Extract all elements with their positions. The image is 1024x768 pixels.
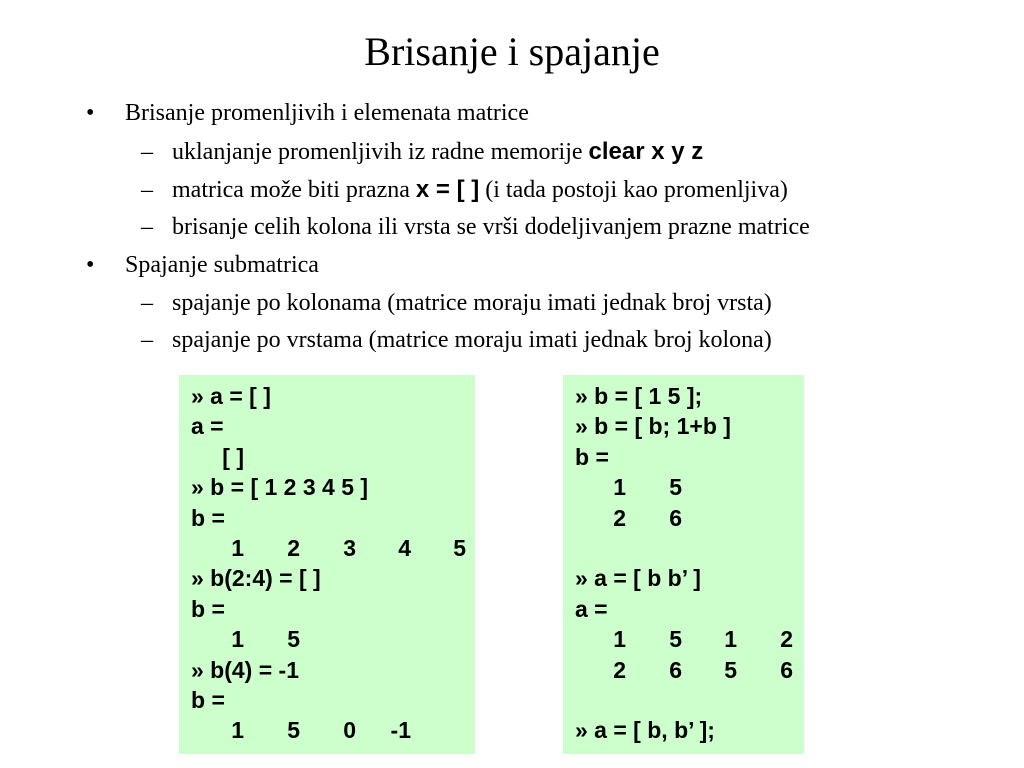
subbullet-text <box>172 136 703 168</box>
code-example-left <box>179 375 475 754</box>
subbullet-text: spajanje po kolonama (matrice moraju imati jednak broj vrsta) <box>172 290 772 316</box>
code-blank-line <box>563 533 804 563</box>
code-output-row <box>563 472 804 502</box>
code-output-cell: 6 <box>669 504 682 531</box>
subbullet-text: spajanje po vrstama (matrice moraju imati jednak broj kolona) <box>172 327 772 353</box>
code-output-cell: 4 <box>398 534 411 561</box>
subbullet-suffix-text: (i tada postoji kao promenljiva) <box>479 177 788 203</box>
code-example-right <box>563 375 804 754</box>
code-output-cell: 5 <box>669 474 682 501</box>
code-output-cell: 0 <box>343 717 356 744</box>
code-output-cell: 1 <box>231 534 244 561</box>
code-output-cell: 6 <box>669 656 682 683</box>
code-command-line: b = <box>575 443 609 470</box>
code-output-cell: 5 <box>669 626 682 653</box>
code-output-cell: -1 <box>390 717 411 744</box>
code-output-cell: 5 <box>287 717 300 744</box>
code-command-line: » b(2:4) = [ ] <box>191 565 321 592</box>
bullet-marker: • <box>86 100 95 126</box>
code-output-cell: 2 <box>287 534 300 561</box>
code-output-row <box>179 533 475 563</box>
code-output-cell: 1 <box>613 474 626 501</box>
inline-code: x = [ ] <box>415 176 480 203</box>
code-output-cell: 1 <box>724 626 737 653</box>
code-command-line: » b = [ 1 5 ]; <box>575 383 703 409</box>
dash-marker: – <box>141 327 153 353</box>
code-command-line: » a = [ b b’ ] <box>575 565 701 592</box>
inline-code: clear x y z <box>588 138 704 165</box>
code-command-line: » b(4) = -1 <box>191 656 300 683</box>
code-output-cell: 1 <box>231 717 244 744</box>
subbullet-text <box>172 174 788 206</box>
code-output-cell: 3 <box>343 534 356 561</box>
code-command-line: a = <box>191 413 224 440</box>
code-command-line: b = <box>191 595 225 622</box>
code-output-row <box>179 624 475 654</box>
dash-marker: – <box>141 290 153 316</box>
code-command-line: » a = [ ] <box>191 383 271 409</box>
code-output-cell: 5 <box>724 656 737 683</box>
code-output-row <box>563 503 804 533</box>
code-output-row <box>179 442 475 472</box>
code-output-cell: [ ] <box>222 443 244 470</box>
code-output-cell: 2 <box>613 504 626 531</box>
subbullet-plain-text: uklanjanje promenljivih iz radne memorije <box>172 139 589 165</box>
bullet-text: Brisanje promenljivih i elemenata matrice <box>125 100 529 126</box>
code-command-line: b = <box>191 504 225 531</box>
code-output-row <box>179 715 475 745</box>
code-output-cell: 2 <box>613 656 626 683</box>
code-output-cell: 1 <box>231 626 244 653</box>
code-output-cell: 6 <box>780 656 793 683</box>
code-command-line: » b = [ 1 2 3 4 5 ] <box>191 474 369 501</box>
code-command-line: a = <box>575 595 608 622</box>
code-output-row <box>563 655 804 685</box>
code-blank-line <box>563 685 804 715</box>
code-output-cell: 1 <box>613 626 626 653</box>
code-command-line: » b = [ b; 1+b ] <box>575 413 731 440</box>
code-output-cell: 5 <box>287 626 300 653</box>
bullet-text: Spajanje submatrica <box>125 252 319 278</box>
bullet-marker: • <box>86 252 95 278</box>
code-command-line: b = <box>191 686 225 713</box>
subbullet-text: brisanje celih kolona ili vrsta se vrši dodeljivanjem prazne matrice <box>172 214 810 240</box>
code-command-line: » a = [ b, b’ ]; <box>575 717 715 744</box>
code-output-cell: 5 <box>453 534 466 561</box>
dash-marker: – <box>141 139 153 165</box>
code-output-cell: 2 <box>780 626 793 653</box>
code-output-row <box>563 624 804 654</box>
slide-title: Brisanje i spajanje <box>364 29 660 74</box>
dash-marker: – <box>141 214 153 240</box>
dash-marker: – <box>141 177 153 203</box>
subbullet-plain-text: matrica može biti prazna <box>172 177 416 203</box>
